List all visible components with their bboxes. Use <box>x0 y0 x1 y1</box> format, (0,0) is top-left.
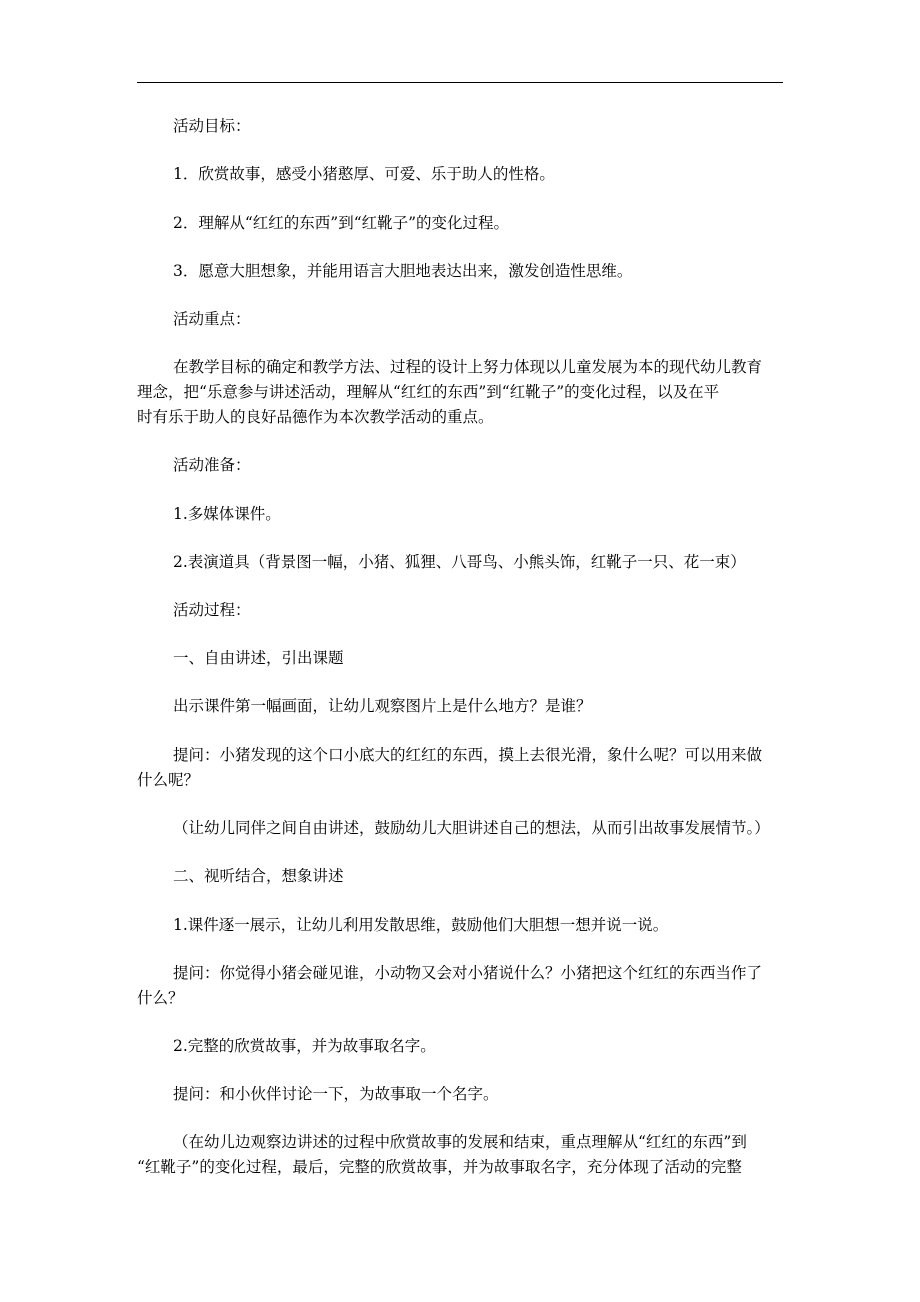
question-1-line-2: 什么呢？ <box>137 771 200 789</box>
focus-paragraph-line-2: 理念，把“乐意参与讲述活动，理解从“红红的东西”到“红靴子”的变化过程，以及在平 <box>137 383 720 401</box>
header-rule <box>137 82 783 83</box>
question-2-line-2: 什么？ <box>137 989 184 1007</box>
process-step-2-item-2: 2.完整的欣赏故事，并为故事取名字。 <box>173 1037 436 1055</box>
preparation-item-2: 2.表演道具（背景图一幅，小猪、狐狸、八哥鸟、小熊头饰，红靴子一只、花一束） <box>173 553 746 571</box>
section-heading-process: 活动过程： <box>173 601 251 619</box>
process-step-1-text: 出示课件第一幅画面，让幼儿观察图片上是什么地方？是谁？ <box>173 697 592 715</box>
question-1-line-1: 提问：小猪发现的这个口小底大的红红的东西，摸上去很光滑，象什么呢？可以用来做 <box>173 746 763 764</box>
process-step-1-note: （让幼儿同伴之间自由讲述，鼓励幼儿大胆讲述自己的想法，从而引出故事发展情节。） <box>173 819 770 837</box>
process-step-2-note-line-2: “红靴子”的变化过程，最后，完整的欣赏故事，并为故事取名字，充分体现了活动的完整 <box>137 1158 742 1176</box>
goal-item-3: 3．愿意大胆想象，并能用语言大胆地表达出来，激发创造性思维。 <box>173 262 633 280</box>
process-step-2-title: 二、视听结合，想象讲述 <box>173 867 344 885</box>
question-3: 提问：和小伙伴讨论一下，为故事取一个名字。 <box>173 1085 499 1103</box>
focus-paragraph-line-1: 在教学目标的确定和教学方法、过程的设计上努力体现以儿童发展为本的现代幼儿教育 <box>173 358 763 376</box>
goal-item-1: 1．欣赏故事，感受小猪憨厚、可爱、乐于助人的性格。 <box>173 165 555 183</box>
process-step-2-item-1: 1.课件逐一展示，让幼儿利用发散思维，鼓励他们大胆想一想并说一说。 <box>173 916 669 934</box>
question-2-line-1: 提问：你觉得小猪会碰见谁，小动物又会对小猪说什么？小猪把这个红红的东西当作了 <box>173 964 763 982</box>
focus-paragraph-line-3: 时有乐于助人的良好品德作为本次教学活动的重点。 <box>137 408 494 426</box>
goal-item-2: 2．理解从“红红的东西”到“红靴子”的变化过程。 <box>173 214 510 232</box>
section-heading-preparation: 活动准备： <box>173 456 251 474</box>
process-step-1-title: 一、自由讲述，引出课题 <box>173 649 344 667</box>
section-heading-focus: 活动重点： <box>173 310 251 328</box>
process-step-2-note-line-1: （在幼儿边观察边讲述的过程中欣赏故事的发展和结束，重点理解从“红红的东西”到 <box>173 1133 747 1151</box>
section-heading-goals: 活动目标： <box>173 117 251 135</box>
preparation-item-1: 1.多媒体课件。 <box>173 505 281 523</box>
